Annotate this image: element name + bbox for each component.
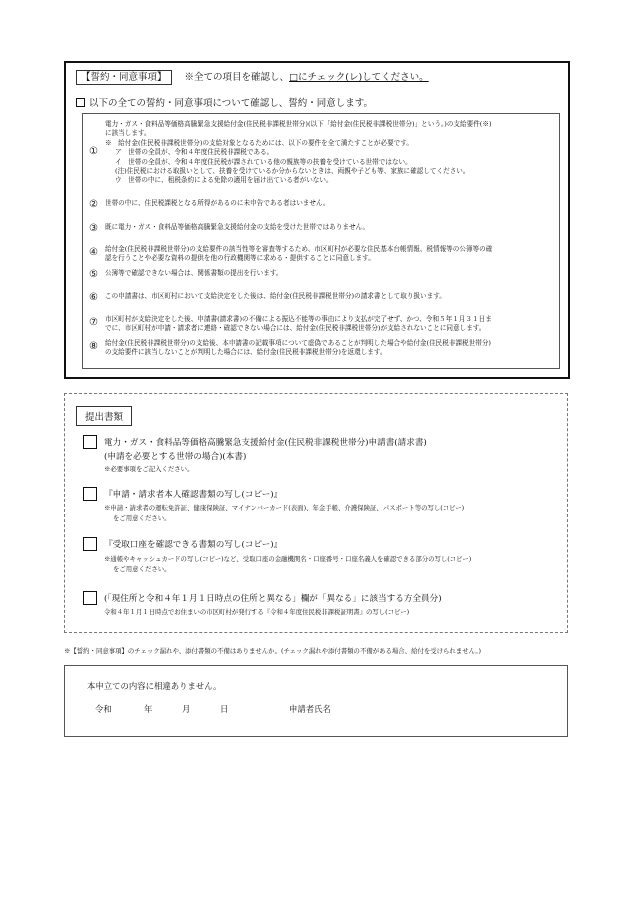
pledge-item-number: ①	[89, 145, 98, 157]
date-day-label: 日	[220, 704, 229, 714]
warning-footnote: ※【誓約・同意事項】のチェック漏れや、添付書類の不備はありませんか。(チェック漏れや添付書類の不備がある場合、給付を受けられません。)	[64, 647, 482, 655]
doc-sub-application: ※必要事項をご記入ください。	[104, 465, 194, 473]
doc-sub-id-2: をご用意ください。	[113, 514, 171, 522]
pledge-item-text	[105, 269, 553, 278]
pledge-instruction-prefix: ※全ての項目を確認し、	[184, 72, 290, 83]
doc-title-bank: 『受取口座を確認できる書類の写し(コピー)』	[104, 540, 283, 550]
doc-checkbox-id[interactable]	[83, 487, 97, 501]
documents-section-label: 提出書類	[76, 406, 132, 426]
pledge-item-line: 給付金(住民税非課税世帯分)の支給後、本申請書の記載事項について虚偽であることが判明した場合や給付金(住民税非課税世帯分)	[105, 339, 491, 347]
pledge-item-line: (注)住民税における取扱いとして、扶養を受けているか分からないときは、両親や子ども等、家族に確認してください。	[115, 167, 470, 176]
agree-all-checkbox[interactable]	[76, 98, 85, 107]
pledge-item-line: 電力・ガス・食料品等価格高騰緊急支援給付金(住民税非課税世帯分)(以下「給付金(住民税非課税世帯分)」という。)の支給要件(※)	[105, 120, 492, 128]
pledge-item-line: ※ 給付金(住民税非課税世帯分)の支給対象となるためには、以下の要件を全て満たすことが必要です。	[105, 138, 413, 147]
pledge-section-label: 【誓約・同意事項】	[76, 70, 172, 85]
doc-checkbox-certificate[interactable]	[83, 591, 97, 605]
pledge-item-number: ⑧	[89, 341, 98, 353]
pledge-item-line: の支給要件に該当しないことが判明した場合には、給付金(住民税非課税世帯分)を返還します。	[105, 348, 387, 357]
pledge-item-text	[105, 245, 553, 264]
doc-title-certificate: (「現住所と令和４年１月１日時点の住所と異なる」欄が「異なる」に該当する方全員分)	[104, 594, 442, 604]
pledge-item-number: ④	[89, 247, 98, 259]
doc-sub-certificate: 令和４年１月１日時点でお住まいの市区町村が発行する『令和４年度住民税非課税証明書』の写し(コピー)	[104, 608, 410, 616]
pledge-instruction-check: □にチェック(レ)してください。	[289, 72, 429, 83]
doc-checkbox-bank[interactable]	[83, 537, 97, 551]
pledge-item-line: に該当します。	[105, 129, 151, 138]
date-month-label: 月	[182, 704, 191, 714]
pledge-item-line: 公簿等で確認できない場合は、関係書類の提出を行います。	[105, 269, 283, 277]
pledge-item-text	[105, 315, 553, 334]
doc-sub-bank-2: をご用意ください。	[113, 565, 171, 573]
applicant-name-label: 申請者氏名	[289, 704, 331, 714]
doc-sub-bank: ※通帳やキャッシュカードの写し(コピー)など、受取口座の金融機関名・口座番号・口座名義人を確認できる部分の写し(コピー)	[104, 555, 472, 563]
pledge-item-line: 認を行うことや必要な資料の提供を他の行政機関等に求める・提供することに同意します。	[105, 254, 375, 263]
pledge-item-line: でに、市区町村が申請・請求者に連絡・確認できない場合には、給付金(住民税非課税世帯分)が支給されないことに同意します。	[105, 324, 486, 333]
pledge-item-line: 市区町村が支給決定をした後、申請書(請求書)の不備による振込不能等の事由により支払が完了せず、かつ、令和５年１月３１日ま	[105, 315, 492, 323]
pledge-item-line: イ 世帯の全員が、令和４年度住民税が課されている他の親族等の扶養を受けている世帯ではない。	[115, 157, 412, 166]
pledge-items-box	[82, 113, 560, 369]
agree-all-label: 以下の全ての誓約・同意事項について確認し、誓約・同意します。	[89, 98, 374, 109]
pledge-item-line: 既に電力・ガス・食料品等価格高騰緊急支援給付金の支給を受けた世帯ではありません。	[105, 223, 370, 231]
pledge-item-line: ア 世帯の全員が、令和４年度住民税非課税である。	[115, 148, 274, 157]
pledge-item-line: 世帯の中に、住民税課税となる所得があるのに未申告である者はいません。	[105, 199, 330, 207]
declaration-box	[64, 665, 568, 737]
doc-sub-id: ※申請・請求者の運転免許証、健康保険証、マイナンバーカード(表面)、年金手帳、介護保険証、パスポート等の写し(コピー)	[104, 504, 465, 512]
pledge-header	[76, 69, 429, 83]
declaration-text: 本申立ての内容に相違ありません。	[87, 681, 222, 691]
pledge-item-line: 給付金(住民税非課税世帯分)の支給要件の該当性等を審査等するため、市区町村が必要な住民基本台帳情報、税情報等の公簿等の確	[105, 245, 493, 253]
pledge-item-line: この申請書は、市区町村において支給決定をした後は、給付金(住民税非課税世帯分)の請求書として取り扱います。	[105, 292, 446, 300]
pledge-item-number: ⑥	[89, 292, 98, 303]
agree-all-row[interactable]	[76, 95, 373, 109]
pledge-item-text	[105, 223, 553, 232]
pledge-item-number: ⑦	[89, 317, 98, 329]
date-year-label: 年	[144, 704, 153, 714]
pledge-item-number: ③	[89, 223, 98, 234]
pledge-item-number: ②	[89, 199, 98, 210]
pledge-instruction	[185, 72, 429, 83]
doc-title-id: 『申請・請求者本人確認書類の写し(コピー)』	[104, 490, 283, 500]
pledge-item-line: ウ 世帯の中に、租税条約による免除の適用を届け出ている者がいない。	[115, 176, 333, 185]
date-era: 令和	[95, 704, 112, 714]
pledge-item-text	[105, 339, 553, 358]
pledge-item-text	[105, 120, 553, 186]
pledge-item-text	[105, 292, 553, 301]
doc-title-application-note: (申請を必要とする世帯の場合)(本書)	[104, 452, 247, 462]
pledge-item-number: ⑤	[89, 269, 98, 280]
doc-title-application: 電力・ガス・食料品等価格高騰緊急支援給付金(住民税非課税世帯分)申請書(請求書)	[104, 438, 427, 448]
doc-checkbox-application[interactable]	[83, 435, 97, 449]
pledge-item-text	[105, 199, 553, 208]
